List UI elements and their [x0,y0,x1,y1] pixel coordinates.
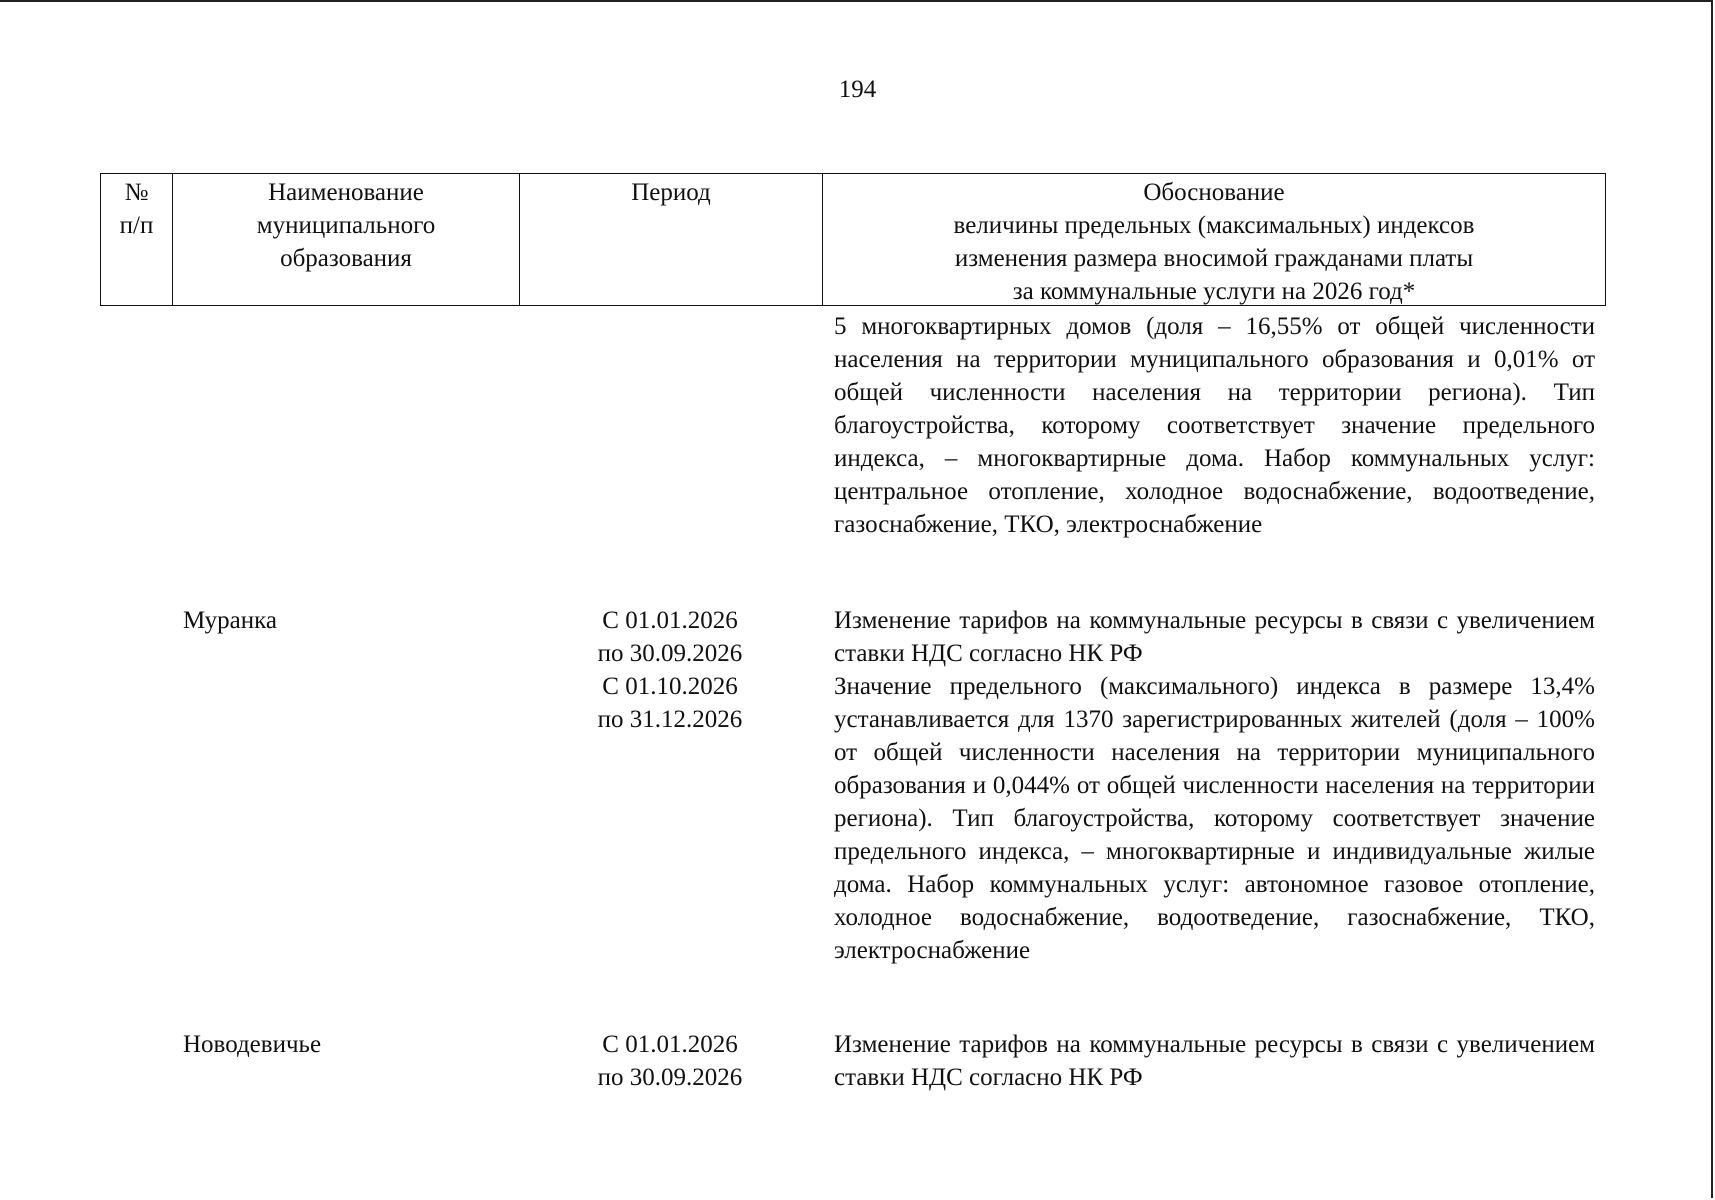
justification-cell [834,310,1595,541]
justification-cell [834,604,1595,967]
period-line: С 01.01.2026 [602,1031,738,1058]
period-line: С 01.01.2026 [602,607,738,634]
period-cell [560,604,780,736]
header-justification-line: за коммунальные услуги на 2026 год* [1012,278,1416,305]
justification-paragraph: Изменение тарифов на коммунальные ресурсы в связи с увеличением ставки НДС согласно НК РФ [834,607,1595,667]
justification-paragraph: Изменение тарифов на коммунальные ресурсы в связи с увеличением ставки НДС согласно НК РФ [834,1031,1595,1091]
table-header [100,173,1606,306]
header-justification-line: величины предельных (максимальных) индексов [953,212,1475,239]
period-line: по 30.09.2026 [597,1064,743,1091]
header-number-line: п/п [119,212,154,239]
municipality-name: Новодевичье [183,1031,322,1058]
period-cell [560,1028,780,1094]
header-period-cell [520,174,823,305]
header-municipality-cell [173,174,520,305]
header-municipality-line: Наименование [268,179,424,206]
header-justification-cell [823,174,1605,305]
header-number-cell [101,174,173,305]
period-line: по 30.09.2026 [597,640,743,667]
period-line: С 01.10.2026 [602,673,738,700]
header-municipality-line: образования [280,245,412,272]
header-period-line: Период [631,179,711,206]
municipality-name: Муранка [183,607,277,634]
header-justification-line: изменения размера вносимой гражданами платы [954,245,1474,272]
page-number: 194 [838,76,877,103]
period-line: по 31.12.2026 [597,706,743,733]
justification-paragraph: Значение предельного (максимального) индекса в размере 13,4% устанавливается для 1370 зарегистрированных жителей (доля – 100% от общей численности населения на территории муниципального образования и 0,044% от общей численности населения на территории региона). Тип благоустройства, которому соответствует значение предельного индекса, – многоквартирные и индивидуальные жилые дома. Набор коммунальных услуг: автономное газовое отопление, холодное водоснабжение, водоотведение, газоснабжение, ТКО, электроснабжение [834,673,1595,964]
header-municipality-line: муниципального [256,212,436,239]
justification-paragraph: 5 многоквартирных домов (доля – 16,55% от общей численности населения на территории муниципального образования и 0,01% от общей численности населения на территории региона). Тип благоустройства, которому соответствует значение предельного индекса, – многоквартирные дома. Набор коммунальных услуг: центральное отопление, холодное водоснабжение, водоотведение, газоснабжение, ТКО, электроснабжение [834,313,1595,538]
header-justification-line: Обоснование [1143,179,1285,206]
header-number-line: № [124,179,149,206]
justification-cell [834,1028,1595,1094]
